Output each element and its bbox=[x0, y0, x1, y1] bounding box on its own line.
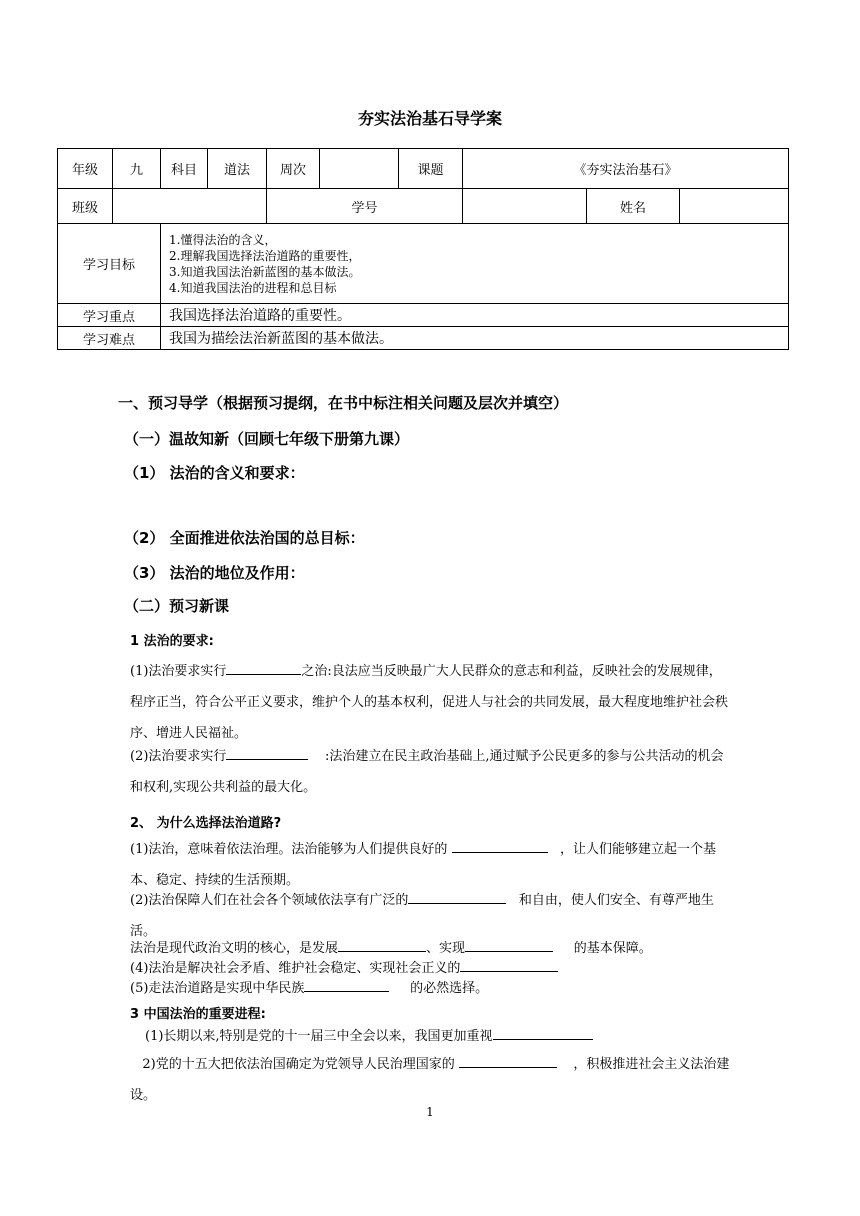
paragraph-why-1: (1)法治，意味着依法治理。法治能够为人们提供良好的 ，让人们能够建立起一个基本、稳定、持续的生活预期。 bbox=[130, 834, 730, 896]
subject-value: 道法 bbox=[208, 149, 267, 189]
info-table bbox=[57, 148, 789, 350]
paragraph-progress-1: (1)长期以来,特别是党的十一届三中全会以来，我国更加重视 bbox=[145, 1021, 730, 1052]
fill-blank[interactable] bbox=[304, 977, 389, 992]
goals-list bbox=[161, 224, 789, 304]
paragraph-why-4: (4)法治是解决社会矛盾、维护社会稳定、实现社会正义的 bbox=[130, 957, 730, 979]
lesson-value: 《夯实法治基石》 bbox=[463, 149, 789, 189]
difficulty-label: 学习难点 bbox=[58, 327, 161, 350]
grade-value: 九 bbox=[113, 149, 161, 189]
fill-blank[interactable] bbox=[452, 838, 548, 853]
section-heading: 一、预习导学（根据预习提纲，在书中标注相关问题及层次并填空） bbox=[118, 394, 569, 412]
question-1: （1） 法治的含义和要求： bbox=[124, 464, 305, 482]
page-title: 夯实法治基石导学案 bbox=[357, 109, 502, 128]
fill-blank[interactable] bbox=[493, 1025, 593, 1040]
subheading-why: 2、 为什么选择法治道路? bbox=[130, 816, 282, 831]
fill-blank[interactable] bbox=[338, 937, 426, 952]
fill-blank[interactable] bbox=[408, 889, 506, 904]
goal-item: 4.知道我国法治的进程和总目标 bbox=[169, 280, 337, 295]
paragraph-progress-2: 2)党的十五大把依法治国确定为党领导人民治理国家的 ，积极推进社会主义法治建设。 bbox=[130, 1049, 730, 1111]
week-value bbox=[320, 149, 399, 189]
lesson-label: 课题 bbox=[399, 149, 463, 189]
fill-blank[interactable] bbox=[460, 957, 558, 972]
grade-label: 年级 bbox=[58, 149, 113, 189]
paragraph-why-2: (2)法治保障人们在社会各个领域依法享有广泛的 和自由，使人们安全、有尊严地生活。 bbox=[130, 885, 730, 947]
goal-item: 3.知道我国法治新蓝图的基本做法。 bbox=[169, 264, 361, 279]
student-no-label: 学号 bbox=[267, 189, 463, 224]
fill-blank[interactable] bbox=[459, 1053, 557, 1068]
name-label: 姓名 bbox=[587, 189, 680, 224]
paragraph-democracy: (2)法治要求实行 :法治建立在民主政治基础上,通过赋予公民更多的参与公共活动的机会和权利,实现公共利益的最大化。 bbox=[130, 741, 730, 803]
subheading-requirements: 1 法治的要求: bbox=[130, 634, 214, 649]
page-number: 1 bbox=[426, 1105, 434, 1119]
key-value: 我国选择法治道路的重要性。 bbox=[161, 304, 789, 327]
paragraph-good-law: (1)法治要求实行 之治:良法应当反映最广大人民群众的意志和利益，反映社会的发展规律，程序正当，符合公平正义要求，维护个人的基本权利，促进人与社会的共同发展，最大程度地维护社会秩序、增进人民福祉。 bbox=[130, 656, 730, 749]
part-heading-new: （二）预习新课 bbox=[124, 597, 230, 615]
class-label: 班级 bbox=[58, 189, 113, 224]
fill-blank[interactable] bbox=[226, 660, 301, 675]
class-value bbox=[113, 189, 267, 224]
goals-label: 学习目标 bbox=[58, 224, 161, 304]
difficulty-value: 我国为描绘法治新蓝图的基本做法。 bbox=[161, 327, 789, 350]
goal-item: 1.懂得法治的含义， bbox=[169, 232, 277, 247]
paragraph-why-5: (5)走法治道路是实现中华民族 的必然选择。 bbox=[130, 977, 730, 999]
fill-blank[interactable] bbox=[226, 745, 308, 760]
goal-item: 2.理解我国选择法治道路的重要性， bbox=[169, 248, 361, 263]
name-value bbox=[680, 189, 789, 224]
part-heading-review: （一）温故知新（回顾七年级下册第九课） bbox=[124, 430, 410, 448]
subheading-progress: 3 中国法治的重要进程: bbox=[130, 1007, 266, 1022]
paragraph-why-3: 法治是现代政治文明的核心，是发展 、实现 的基本保障。 bbox=[130, 937, 730, 959]
week-label: 周次 bbox=[267, 149, 320, 189]
subject-label: 科目 bbox=[161, 149, 208, 189]
fill-blank[interactable] bbox=[465, 937, 553, 952]
student-no-value bbox=[463, 189, 587, 224]
question-3: （3） 法治的地位及作用： bbox=[124, 564, 305, 582]
question-2: （2） 全面推进依法治国的总目标： bbox=[124, 529, 365, 547]
key-label: 学习重点 bbox=[58, 304, 161, 327]
